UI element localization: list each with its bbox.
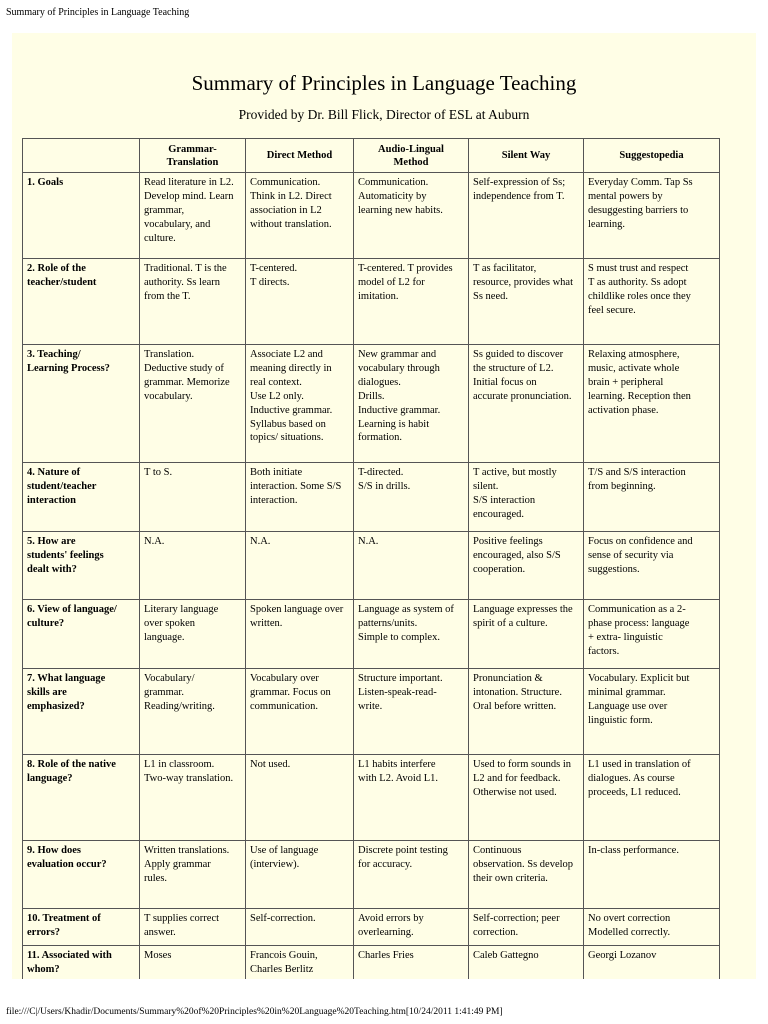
table-cell: Self-correction. — [246, 909, 354, 946]
table-cell: N.A. — [354, 532, 469, 600]
table-cell: Communication. Think in L2. Direct association in L2 without translation. — [246, 173, 354, 259]
table-row — [23, 463, 720, 532]
row-question: 4. Nature of student/teacher interaction — [23, 463, 140, 532]
table-cell: Used to form sounds in L2 and for feedback. Otherwise not used. — [469, 755, 584, 841]
column-header-silent-way: Silent Way — [469, 139, 584, 173]
row-question: 10. Treatment of errors? — [23, 909, 140, 946]
table-cell: Both initiate interaction. Some S/S interaction. — [246, 463, 354, 532]
table-cell: T-directed. S/S in drills. — [354, 463, 469, 532]
table-cell: Traditional. T is the authority. Ss learn from the T. — [140, 259, 246, 345]
column-header-blank — [23, 139, 140, 173]
row-question: 2. Role of the teacher/student — [23, 259, 140, 345]
table-cell: T active, but mostly silent. S/S interaction encouraged. — [469, 463, 584, 532]
table-row — [23, 173, 720, 259]
table-cell: Language expresses the spirit of a culture. — [469, 600, 584, 669]
column-header-suggestopedia: Suggestopedia — [584, 139, 720, 173]
row-question: 6. View of language/ culture? — [23, 600, 140, 669]
table-cell: Discrete point testing for accuracy. — [354, 841, 469, 909]
table-cell: Translation. Deductive study of grammar. Memorize vocabulary. — [140, 345, 246, 463]
table-row — [23, 532, 720, 600]
table-row — [23, 600, 720, 669]
table-row — [23, 946, 720, 980]
browser-page-header: Summary of Principles in Language Teaching — [6, 7, 190, 18]
table-cell: Positive feelings encouraged, also S/S cooperation. — [469, 532, 584, 600]
table-cell: Pronunciation & intonation. Structure. Oral before written. — [469, 669, 584, 755]
table-cell: T/S and S/S interaction from beginning. — [584, 463, 720, 532]
table-cell: Francois Gouin, Charles Berlitz — [246, 946, 354, 980]
table-cell: Literary language over spoken language. — [140, 600, 246, 669]
table-cell: Self-expression of Ss; independence from T. — [469, 173, 584, 259]
row-question: 11. Associated with whom? — [23, 946, 140, 980]
table-cell: T supplies correct answer. — [140, 909, 246, 946]
browser-page-footer: file:///C|/Users/Khadir/Documents/Summary%20of%20Principles%20in%20Language%20Teaching.htm[10/24/2011 1:41:49 PM] — [6, 1007, 503, 1017]
table-cell: Moses — [140, 946, 246, 980]
table-cell: Use of language (interview). — [246, 841, 354, 909]
table-cell: Vocabulary over grammar. Focus on communication. — [246, 669, 354, 755]
column-header-audio-lingual: Audio-Lingual Method — [354, 139, 469, 173]
table-cell: Spoken language over written. — [246, 600, 354, 669]
table-cell: Focus on confidence and sense of security via suggestions. — [584, 532, 720, 600]
table-cell: Associate L2 and meaning directly in real context. Use L2 only. Inductive grammar. Syllabus based on topics/ situations. — [246, 345, 354, 463]
table-cell: L1 habits interfere with L2. Avoid L1. — [354, 755, 469, 841]
table-cell: Not used. — [246, 755, 354, 841]
table-cell: S must trust and respect T as authority. Ss adopt childlike roles once they feel secure. — [584, 259, 720, 345]
table-cell: Written translations. Apply grammar rules. — [140, 841, 246, 909]
table-cell: In-class performance. — [584, 841, 720, 909]
table-row — [23, 345, 720, 463]
table-cell: L1 used in translation of dialogues. As course proceeds, L1 reduced. — [584, 755, 720, 841]
table-cell: Vocabulary/ grammar. Reading/writing. — [140, 669, 246, 755]
table-cell: Language as system of patterns/units. Simple to complex. — [354, 600, 469, 669]
column-header-grammar-translation: Grammar- Translation — [140, 139, 246, 173]
table-cell: Georgi Lozanov — [584, 946, 720, 980]
page-title: Summary of Principles in Language Teaching — [191, 71, 577, 95]
table-row — [23, 841, 720, 909]
table-row — [23, 755, 720, 841]
table-cell: Everyday Comm. Tap Ss mental powers by desuggesting barriers to learning. — [584, 173, 720, 259]
row-question: 8. Role of the native language? — [23, 755, 140, 841]
table-cell: Relaxing atmosphere, music, activate whole brain + peripheral learning. Reception then activation phase. — [584, 345, 720, 463]
table-cell: Self-correction; peer correction. — [469, 909, 584, 946]
table-cell: New grammar and vocabulary through dialogues. Drills. Inductive grammar. Learning is habit formation. — [354, 345, 469, 463]
row-question: 9. How does evaluation occur? — [23, 841, 140, 909]
row-question: 1. Goals — [23, 173, 140, 259]
table-cell: Vocabulary. Explicit but minimal grammar. Language use over linguistic form. — [584, 669, 720, 755]
document-panel — [12, 33, 756, 979]
principles-table — [22, 138, 720, 979]
row-question: 5. How are students' feelings dealt with? — [23, 532, 140, 600]
table-cell: T to S. — [140, 463, 246, 532]
page-subtitle: Provided by Dr. Bill Flick, Director of ESL at Auburn — [238, 107, 530, 122]
table-cell: No overt correction Modelled correctly. — [584, 909, 720, 946]
table-cell: Charles Fries — [354, 946, 469, 980]
table-cell: L1 in classroom. Two-way translation. — [140, 755, 246, 841]
table-cell: Ss guided to discover the structure of L2. Initial focus on accurate pronunciation. — [469, 345, 584, 463]
table-cell: Communication as a 2- phase process: language + extra- linguistic factors. — [584, 600, 720, 669]
column-header-direct-method: Direct Method — [246, 139, 354, 173]
table-row — [23, 259, 720, 345]
table-header-row — [23, 139, 720, 173]
table-cell: N.A. — [140, 532, 246, 600]
table-cell: Avoid errors by overlearning. — [354, 909, 469, 946]
row-question: 3. Teaching/ Learning Process? — [23, 345, 140, 463]
table-cell: Communication. Automaticity by learning new habits. — [354, 173, 469, 259]
table-cell: T-centered. T provides model of L2 for imitation. — [354, 259, 469, 345]
table-row — [23, 909, 720, 946]
table-cell: Caleb Gattegno — [469, 946, 584, 980]
row-question: 7. What language skills are emphasized? — [23, 669, 140, 755]
table-cell: N.A. — [246, 532, 354, 600]
table-cell: Continuous observation. Ss develop their own criteria. — [469, 841, 584, 909]
table-cell: T as facilitator, resource, provides what Ss need. — [469, 259, 584, 345]
table-cell: Structure important. Listen-speak-read- write. — [354, 669, 469, 755]
table-cell: Read literature in L2. Develop mind. Learn grammar, vocabulary, and culture. — [140, 173, 246, 259]
table-cell: T-centered. T directs. — [246, 259, 354, 345]
table-row — [23, 669, 720, 755]
